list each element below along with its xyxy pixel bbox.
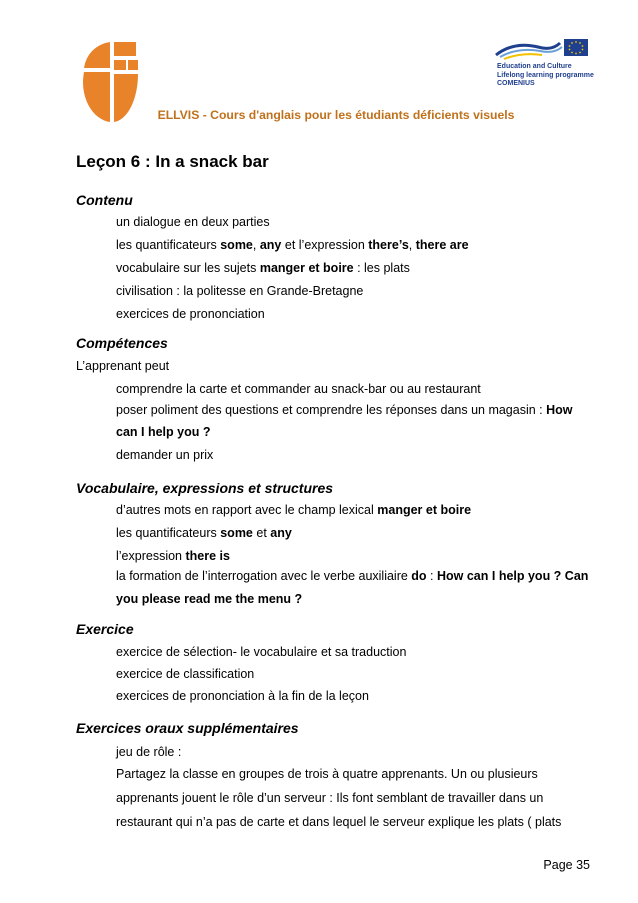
list-item: l’expression there is: [116, 549, 230, 563]
section-heading-vocabulaire: Vocabulaire, expressions et structures: [76, 480, 334, 496]
eu-line: Lifelong learning programme: [497, 71, 594, 79]
list-item: comprendre la carte et commander au snack-bar ou au restaurant: [116, 382, 481, 396]
list-item: civilisation : la politesse en Grande-Bretagne: [116, 284, 364, 298]
lesson-title: Leçon 6 : In a snack bar: [76, 152, 269, 171]
list-item: poser poliment des questions et comprendre les réponses dans un magasin : How can I help you ?: [116, 403, 573, 439]
eu-line: Education and Culture: [497, 63, 572, 70]
section-heading-contenu: Contenu: [76, 192, 133, 208]
section-heading-exercice: Exercice: [76, 621, 134, 637]
list-item: exercices de prononciation à la fin de la leçon: [116, 689, 369, 703]
list-item: d’autres mots en rapport avec le champ lexical manger et boire: [116, 503, 472, 517]
section-heading-competences: Compétences: [76, 335, 168, 351]
list-item: exercices de prononciation: [116, 307, 265, 321]
list-item: les quantificateurs some et any: [116, 526, 292, 540]
page-number: Page 35: [543, 858, 590, 872]
eu-programme-logo: [494, 37, 590, 61]
list-item: exercice de sélection- le vocabulaire et sa traduction: [116, 645, 407, 659]
eu-line: COMENIUS: [497, 80, 535, 87]
list-item: la formation de l’interrogation avec le verbe auxiliaire do : How can I help you ? Can you please read me the menu ?: [116, 569, 589, 606]
eu-programme-text: [497, 63, 594, 89]
list-item: un dialogue en deux parties: [116, 215, 270, 229]
competences-intro: L’apprenant peut: [76, 359, 170, 373]
list-item: jeu de rôle :: [116, 745, 182, 759]
header-title: ELLVIS - Cours d'anglais pour les étudiants déficients visuels: [157, 108, 515, 122]
list-item: les quantificateurs some, any et l’expression there’s, there are: [116, 238, 469, 252]
roleplay-paragraph: Partagez la classe en groupes de trois à quatre apprenants. Un ou plusieurs apprenants jouent le rôle d’un serveur : Ils font semblant de travailler dans un restaurant qui n’a pas de carte et dans lequel le serveur explique les plats ( plats: [116, 767, 562, 829]
list-item: exercice de classification: [116, 667, 255, 681]
list-item: demander un prix: [116, 448, 214, 462]
list-item: vocabulaire sur les sujets manger et boire : les plats: [116, 261, 410, 275]
section-heading-oraux: Exercices oraux supplémentaires: [76, 720, 299, 736]
